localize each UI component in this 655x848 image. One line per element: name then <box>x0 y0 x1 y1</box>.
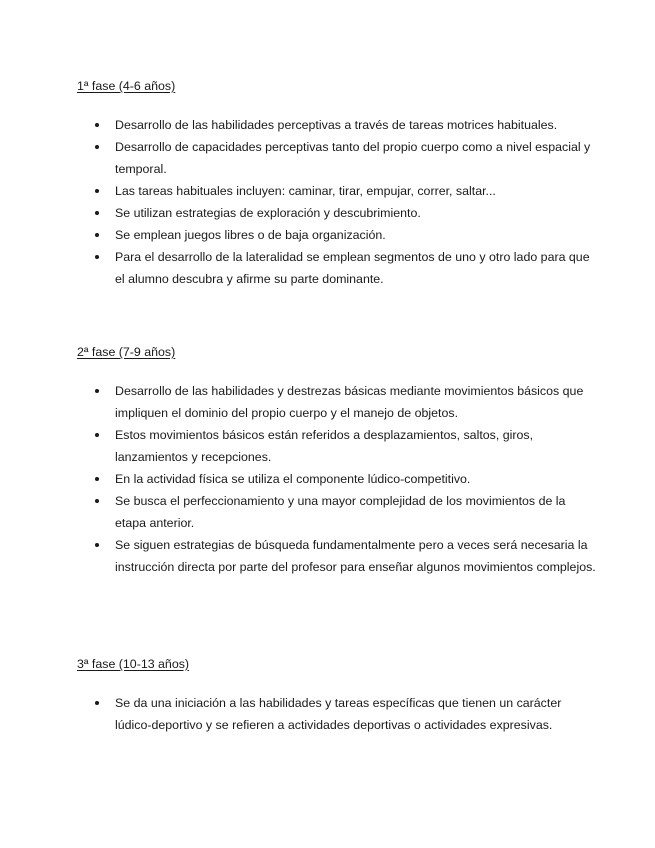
list-item <box>77 224 597 246</box>
bullet-icon <box>95 123 99 127</box>
list-item <box>77 468 597 490</box>
phase-2-list <box>77 380 597 578</box>
list-item <box>77 136 597 180</box>
list-item <box>77 246 597 290</box>
list-item <box>77 380 597 424</box>
bullet-icon <box>95 477 99 481</box>
phase-1-heading: 1ª fase (4-6 años) <box>77 79 176 93</box>
bullet-icon <box>95 543 99 547</box>
bullet-icon <box>95 211 99 215</box>
list-item-text: Se utilizan estrategias de exploración y descubrimiento. <box>115 206 421 220</box>
list-item-text: En la actividad física se utiliza el componente lúdico-competitivo. <box>115 472 471 486</box>
list-item-text: Se siguen estrategias de búsqueda fundamentalmente pero a veces será necesaria la instrucción directa por parte del profesor para enseñar algunos movimientos complejos. <box>115 538 596 574</box>
list-item-text: Desarrollo de las habilidades y destrezas básicas mediante movimientos básicos que impliquen el dominio del propio cuerpo y el manejo de objetos. <box>115 384 584 420</box>
list-item <box>77 180 597 202</box>
list-item <box>77 202 597 224</box>
list-item-text: Se busca el perfeccionamiento y una mayor complejidad de los movimientos de la etapa anterior. <box>115 494 566 530</box>
bullet-icon <box>95 145 99 149</box>
phase-2-heading: 2ª fase (7-9 años) <box>77 345 176 359</box>
bullet-icon <box>95 189 99 193</box>
list-item-text: Las tareas habituales incluyen: caminar, tirar, empujar, correr, saltar... <box>115 184 496 198</box>
bullet-icon <box>95 433 99 437</box>
phase-3-section <box>77 656 597 736</box>
phase-2-section <box>77 344 597 578</box>
list-item <box>77 534 597 578</box>
list-item-text: Se da una iniciación a las habilidades y tareas específicas que tienen un carácter lúdico-deportivo y se refieren a actividades deportivas o actividades expresivas. <box>115 696 562 732</box>
phase-3-list <box>77 692 597 736</box>
phase-1-section <box>77 78 597 290</box>
list-item-text: Desarrollo de las habilidades perceptivas a través de tareas motrices habituales. <box>115 118 558 132</box>
bullet-icon <box>95 499 99 503</box>
list-item <box>77 424 597 468</box>
list-item-text: Para el desarrollo de la lateralidad se emplean segmentos de uno y otro lado para que el alumno descubra y afirme su parte dominante. <box>115 250 590 286</box>
list-item <box>77 490 597 534</box>
bullet-icon <box>95 389 99 393</box>
bullet-icon <box>95 233 99 237</box>
list-item <box>77 692 597 736</box>
list-item-text: Estos movimientos básicos están referidos a desplazamientos, saltos, giros, lanzamientos y recepciones. <box>115 428 534 464</box>
bullet-icon <box>95 255 99 259</box>
phase-3-heading: 3ª fase (10-13 años) <box>77 657 190 671</box>
list-item-text: Se emplean juegos libres o de baja organización. <box>115 228 386 242</box>
bullet-icon <box>95 701 99 705</box>
phase-1-list <box>77 114 597 290</box>
list-item <box>77 114 597 136</box>
list-item-text: Desarrollo de capacidades perceptivas tanto del propio cuerpo como a nivel espacial y temporal. <box>115 140 591 176</box>
